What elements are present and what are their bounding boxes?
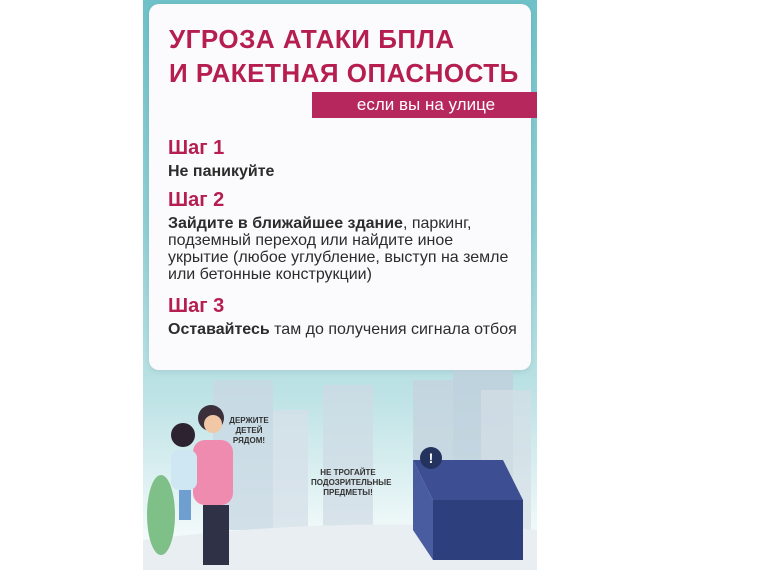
adult-legs	[203, 505, 229, 565]
dont-touch-note: НЕ ТРОГАЙТЕ ПОДОЗРИТЕЛЬНЫЕ ПРЕДМЕТЫ!	[311, 468, 392, 497]
step-3-bold: Оставайтесь	[168, 321, 270, 338]
step-3-label: Шаг 3	[168, 295, 225, 317]
adult-sweater	[193, 440, 233, 505]
step-2-rest: , паркинг, подземный переход или найдите иное укрытие (любое углубление, выступ на земле или бетонные конструкции)	[168, 215, 509, 283]
step-3-rest: там до получения сигнала отбоя	[269, 321, 517, 338]
adult-face	[204, 415, 222, 433]
step-1-label: Шаг 1	[168, 137, 225, 159]
warning-glyph: !	[428, 450, 434, 466]
step-1-text	[168, 163, 518, 180]
child-body	[171, 450, 197, 490]
step-2-label: Шаг 2	[168, 189, 225, 211]
building-3	[323, 385, 373, 530]
city-illustration	[143, 340, 537, 570]
building-2	[273, 410, 308, 530]
title-line-1: УГРОЗА АТАКИ БПЛА	[169, 24, 455, 54]
bush-icon	[147, 475, 175, 555]
step-2-bold: Зайдите в ближайшее здание	[168, 215, 403, 232]
step-2-text	[168, 215, 518, 283]
step-3	[168, 295, 518, 338]
step-3-text	[168, 321, 518, 338]
step-1-bold: Не паникуйте	[168, 163, 275, 180]
child-legs	[179, 490, 191, 520]
title-line-2: И РАКЕТНАЯ ОПАСНОСТЬ	[169, 58, 519, 88]
page-title	[169, 22, 519, 90]
step-1	[168, 137, 518, 180]
subtitle-banner: если вы на улице	[312, 92, 537, 118]
illustration	[143, 340, 537, 570]
child-head-icon	[171, 423, 195, 447]
keep-children-note: ДЕРЖИТЕ ДЕТЕЙ РЯДОМ!	[229, 416, 269, 445]
info-card	[149, 4, 531, 370]
suspicious-box-icon	[433, 500, 523, 560]
step-2	[168, 189, 518, 283]
